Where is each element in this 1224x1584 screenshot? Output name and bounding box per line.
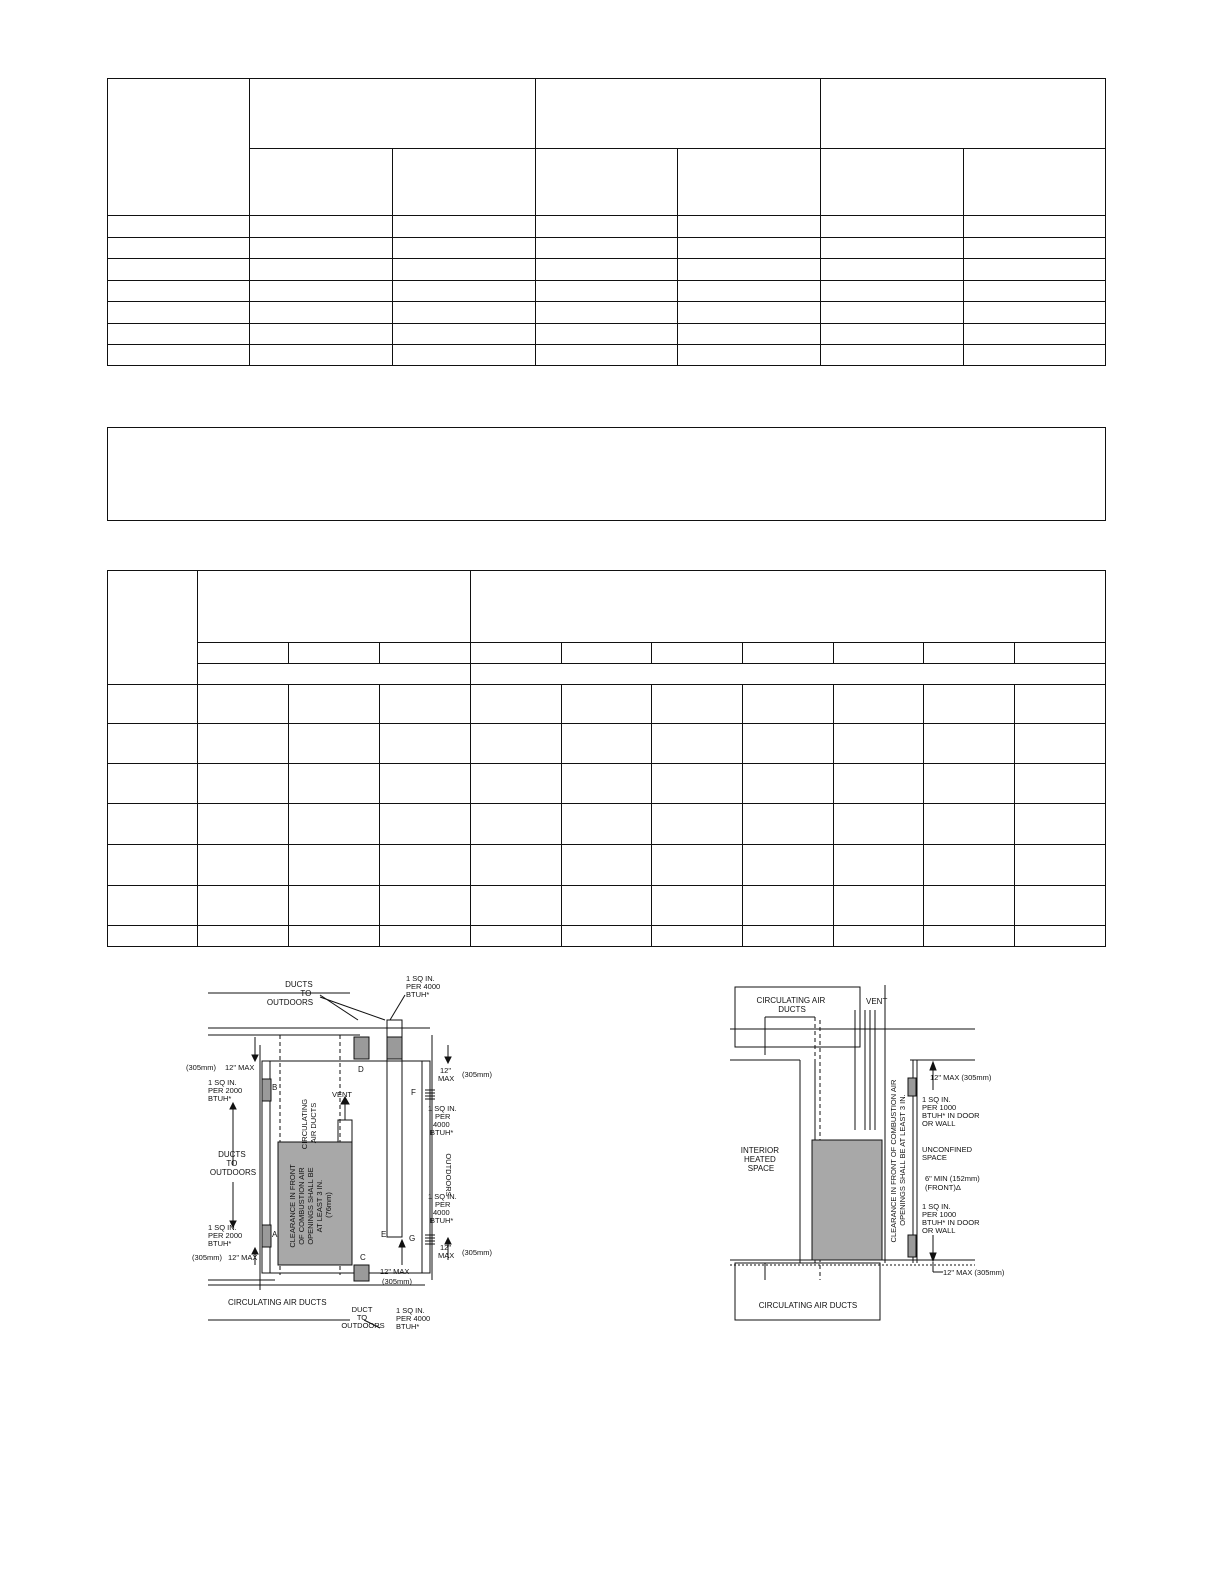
svg-text:CIRCULATING AIR DUCTS: CIRCULATING AIR DUCTS [300,1098,318,1150]
figure-right-svg [725,980,1005,1325]
svg-text:OUTDOORS: OUTDOORS [444,1153,453,1197]
table-1 [107,78,1106,366]
table-1-col-line [677,148,678,366]
table-1-row-line [107,258,1106,259]
table-2-row-line [107,885,1106,886]
table-2-row-line [107,723,1106,724]
label-letter-b: B [272,1083,278,1092]
label-letter-a: A [272,1230,278,1239]
label-unconfined-space: UNCONFINED SPACE [922,1145,972,1162]
table-1-col-line [392,148,393,366]
table-2-row-line [107,844,1106,845]
label-sq-in-per-2000-top: 1 SQ IN. PER 2000 BTUH* [208,1078,243,1103]
table-2-col-line [742,642,743,664]
svg-text:CLEARANCE IN FRONT OF COMBUSTI: CLEARANCE IN FRONT OF COMBUSTION AIR OPENINGS SHALL BE AT LEAST 3 IN. [889,1079,907,1243]
label-305mm-left-top: (305mm) [186,1063,217,1072]
label-305mm-right-bottom: (305mm) [462,1248,493,1257]
table-2-col-line [379,642,380,664]
label-letter-d: D [358,1065,364,1074]
table-2-row-line [107,684,1106,685]
label-ducts-to-outdoors-top: DUCTS TO OUTDOORS [266,980,314,1007]
table-2-row-line [197,642,1106,643]
table-2-col-line [561,642,562,664]
table-2-col-line [833,642,834,664]
label-305mm-left-bottom: (305mm) [192,1253,223,1262]
table-2-col-line [651,642,652,664]
label-circulating-air-ducts-bottom: CIRCULATING AIR DUCTS [228,1298,327,1307]
table-2-col-line [1014,642,1015,664]
table-1-row-line [107,237,1106,238]
label-12-max-right-bottom: 12" MAX [438,1243,455,1260]
label-clearance-text [889,1078,907,1243]
table-1-row-line [107,280,1106,281]
table-2-col-line [197,570,198,947]
label-sq-in-per-4000-bottom: 1 SQ IN. PER 4000 BTUH* [396,1306,431,1331]
label-circulating-air-ducts-bottom: CIRCULATING AIR DUCTS [758,1301,858,1310]
table-1-col-line [963,148,964,366]
note-box-border [107,427,1106,521]
label-circulating-air-ducts-vertical [300,1097,318,1149]
label-305mm-right-top: (305mm) [462,1070,493,1079]
label-ducts-to-outdoors-left: DUCTS TO OUTDOORS [209,1150,257,1177]
label-12-max-top: 12" MAX (305mm) [930,1073,992,1082]
label-305mm-bottom: (305mm) [382,1277,413,1286]
label-sq-in-per-4000-top: 1 SQ IN. PER 4000 BTUH* [406,974,441,999]
label-sq-in-per-4000-right-top: 1 SQ IN. PER 4000 BTUH* [428,1104,457,1137]
note-box [107,427,1106,521]
table-2-col-line [923,642,924,664]
label-letter-c: C [360,1253,366,1262]
label-sq-in-per-2000-bottom: 1 SQ IN. PER 2000 BTUH* [208,1223,243,1248]
table-2-row-line [107,763,1106,764]
table-1-row-line [107,215,1106,216]
label-12-max-left-top: 12" MAX [225,1063,255,1072]
table-2-row-line [197,663,1106,664]
label-vent: VENT [866,997,888,1006]
label-circulating-air-ducts-top: CIRCULATING AIR DUCTS [756,996,826,1014]
table-2-border [107,570,1106,947]
label-sq-in-per-1000-bottom: 1 SQ IN. PER 1000 BTUH* IN DOOR OR WALL [922,1202,980,1235]
figure-left-svg [180,975,520,1340]
label-sq-in-per-1000-top: 1 SQ IN. PER 1000 BTUH* IN DOOR OR WALL [922,1095,980,1128]
label-interior-heated-space: INTERIOR HEATED SPACE [740,1146,779,1173]
label-12-max-left-bottom: 12" MAX [228,1253,258,1262]
table-2 [107,570,1106,947]
table-2-row-line [107,803,1106,804]
label-duct-to-outdoors-bottom: DUCT TO OUTDOORS [341,1305,385,1330]
figure-unconfined-space [725,980,1005,1325]
table-1-row-line [107,323,1106,324]
table-1-row-line [107,344,1106,345]
table-2-col-line [288,642,289,664]
table-2-col-line [470,570,471,947]
figure-outdoor-air-ducts [180,975,520,1340]
label-letter-f: F [411,1088,416,1097]
label-vent: VENT [332,1090,353,1099]
label-12-max-right-top: 12" MAX [438,1066,455,1083]
label-letter-g: G [409,1234,416,1243]
label-12-max-bottom: 12" MAX [380,1267,410,1276]
table-1-row-line [107,301,1106,302]
table-2-row-line [107,925,1106,926]
label-letter-e: E [381,1230,387,1239]
label-12-max-bottom: 12" MAX (305mm) [943,1268,1005,1277]
label-outdoors-vertical [444,1153,453,1196]
svg-text:CLEARANCE IN FRONT OF CO: CLEARANCE IN FRONT OF COMBUSTION AIR OPENINGS SHALL BE AT LEAST 3 IN. (76mm) [288,1164,333,1248]
table-1-row-line [249,148,1106,149]
label-sq-in-per-4000-right-bottom: 1 SQ IN. PER 4000 BTUH* [428,1192,457,1225]
label-6-min: 6" MIN (152mm) (FRONT)Δ [925,1174,980,1192]
